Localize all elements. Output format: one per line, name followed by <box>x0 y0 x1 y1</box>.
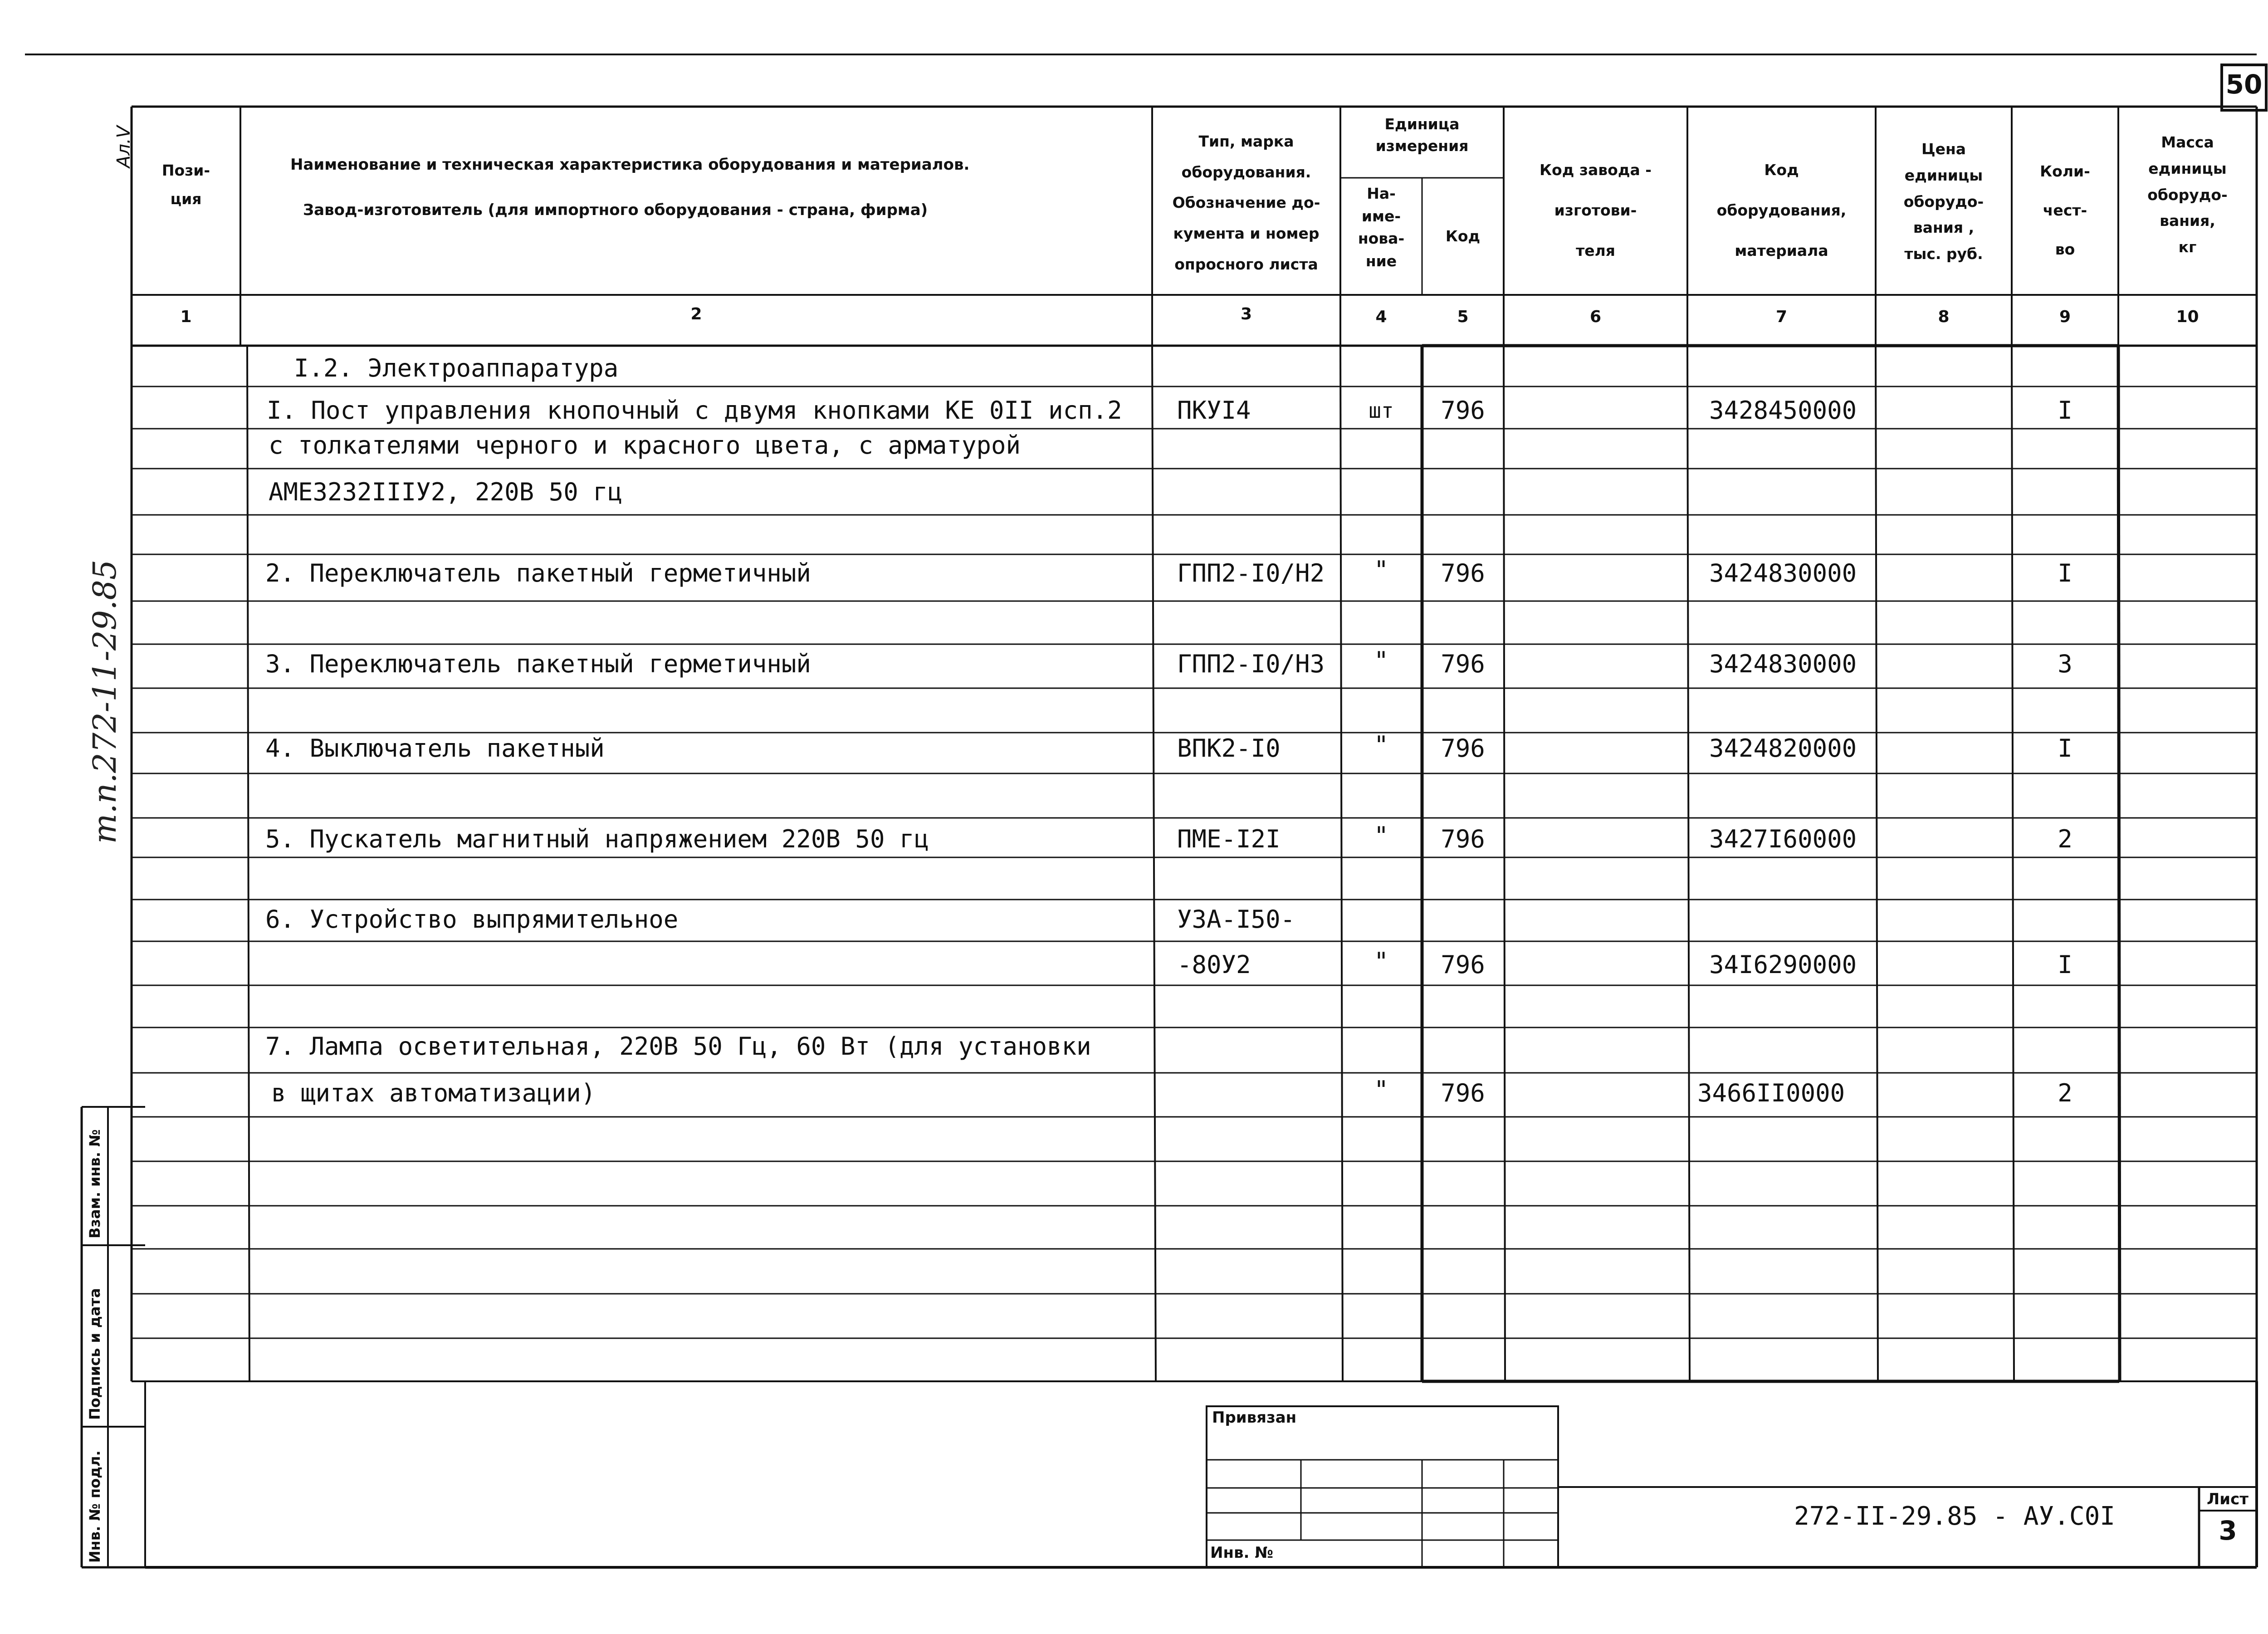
item-1-name-cont2: АМЕ3232IIIУ2, 220В 50 гц <box>269 478 623 506</box>
document-code: 272-II-29.85 - АУ.С0I <box>1794 1502 2116 1531</box>
item-1-qty: I <box>2058 396 2072 425</box>
sheet-label: Лист <box>2207 1490 2248 1508</box>
item-2-type: ГПП2-I0/Н2 <box>1177 559 1325 587</box>
item-6-code: 796 <box>1441 950 1485 979</box>
item-2-unit: " <box>1374 556 1389 584</box>
item-2-name: 2. Переключатель пакетный герметичный <box>265 559 811 587</box>
col-number-8: 8 <box>1938 308 1950 326</box>
item-4-unit: " <box>1374 731 1389 759</box>
header-position: Пози- ция <box>161 161 210 208</box>
col-number-2: 2 <box>690 305 702 323</box>
item-6-name: 6. Устройство выпрямительное <box>265 905 679 934</box>
item-3-unit: " <box>1374 646 1389 675</box>
bound-label: Привязан <box>1212 1409 1297 1427</box>
item-6-unit: " <box>1374 947 1389 976</box>
item-5-code: 796 <box>1441 825 1485 853</box>
item-7-equip: 3466II0000 <box>1697 1079 1845 1107</box>
item-6-type: УЗА-I50- <box>1177 905 1295 934</box>
header-equipment-code: Код оборудования, материала <box>1716 161 1847 260</box>
item-7-code: 796 <box>1441 1079 1485 1107</box>
header-unit-code: Код <box>1445 227 1481 245</box>
item-1-type: ПКУI4 <box>1177 396 1251 425</box>
item-7-name: 7. Лампа осветительная, 220В 50 Гц, 60 Вт (для установки <box>265 1032 1091 1061</box>
item-1-equip: 3428450000 <box>1709 396 1857 425</box>
inventory-label: Инв. № <box>1210 1544 1274 1562</box>
project-code-rotated: т.п.272-11-29.85 <box>86 559 123 844</box>
header-quantity: Коли- чест- во <box>2040 162 2090 258</box>
album-mark: Ал.V <box>113 125 134 168</box>
item-4-equip: 3424820000 <box>1709 734 1857 763</box>
header-type: Тип, марка оборудования. Обозначение до- кумента и номер опросного листа <box>1172 132 1320 273</box>
item-3-code: 796 <box>1441 650 1485 678</box>
item-6-equip: 34I6290000 <box>1709 950 1857 979</box>
item-5-equip: 3427I60000 <box>1709 825 1857 853</box>
item-6-type-cont: -80У2 <box>1177 950 1251 979</box>
col-number-6: 6 <box>1589 308 1602 326</box>
header-name-line2: Завод-изготовитель (для импортного оборудования - страна, фирма) <box>303 201 928 219</box>
col-number-9: 9 <box>2059 308 2071 326</box>
col-number-4: 4 <box>1375 308 1387 326</box>
item-5-type: ПМЕ-I2I <box>1177 825 1281 853</box>
item-4-qty: I <box>2058 734 2072 763</box>
header-unit-mass: Масса единицы оборудо- вания, кг <box>2147 133 2228 256</box>
item-3-equip: 3424830000 <box>1709 650 1857 678</box>
header-name-line1: Наименование и техническая характеристика оборудования и материалов. <box>290 156 970 174</box>
item-5-name: 5. Пускатель магнитный напряжением 220В 50 гц <box>265 825 929 853</box>
item-4-code: 796 <box>1441 734 1485 763</box>
col-number-5: 5 <box>1457 308 1469 326</box>
item-1-name: I. Пост управления кнопочный с двумя кнопками КЕ 0II исп.2 <box>267 396 1122 425</box>
item-4-name: 4. Выключатель пакетный <box>265 734 605 763</box>
item-1-name-cont: с толкателями черного и красного цвета, с арматурой <box>269 431 1021 460</box>
item-2-qty: I <box>2058 559 2072 587</box>
stamp-replace-inv: Взам. инв. № <box>86 1129 103 1238</box>
item-7-name-cont: в щитах автоматизации) <box>271 1079 596 1107</box>
col-number-7: 7 <box>1775 308 1788 326</box>
section-title: I.2. Электроаппаратура <box>294 354 619 382</box>
header-unit-price: Цена единицы оборудо- вания , тыс. руб. <box>1903 140 1984 263</box>
col-number-3: 3 <box>1240 305 1252 323</box>
item-6-qty: I <box>2058 950 2072 979</box>
item-2-code: 796 <box>1441 559 1485 587</box>
header-factory-code: Код завода - изготови- теля <box>1540 161 1652 260</box>
item-3-qty: 3 <box>2058 650 2072 678</box>
stamp-inv-original: Инв. № подл. <box>86 1450 103 1563</box>
sheet-number-top: 50 <box>2225 69 2263 100</box>
sheet-number: 3 <box>2219 1515 2237 1546</box>
item-5-qty: 2 <box>2058 825 2072 853</box>
item-1-unit: шт <box>1369 398 1394 423</box>
item-3-type: ГПП2-I0/Н3 <box>1177 650 1325 678</box>
item-4-type: ВПК2-I0 <box>1177 734 1281 763</box>
item-7-qty: 2 <box>2058 1079 2072 1107</box>
item-5-unit: " <box>1374 822 1389 850</box>
col-number-1: 1 <box>180 308 192 326</box>
item-2-equip: 3424830000 <box>1709 559 1857 587</box>
item-3-name: 3. Переключатель пакетный герметичный <box>265 650 811 678</box>
col-number-10: 10 <box>2176 308 2199 326</box>
header-unit: Единица измерения <box>1375 115 1469 155</box>
item-1-code: 796 <box>1441 396 1485 425</box>
item-7-unit: " <box>1374 1076 1389 1104</box>
stamp-signature-date: Подпись и дата <box>86 1288 103 1420</box>
header-unit-name: На- име- нова- ние <box>1358 185 1405 270</box>
